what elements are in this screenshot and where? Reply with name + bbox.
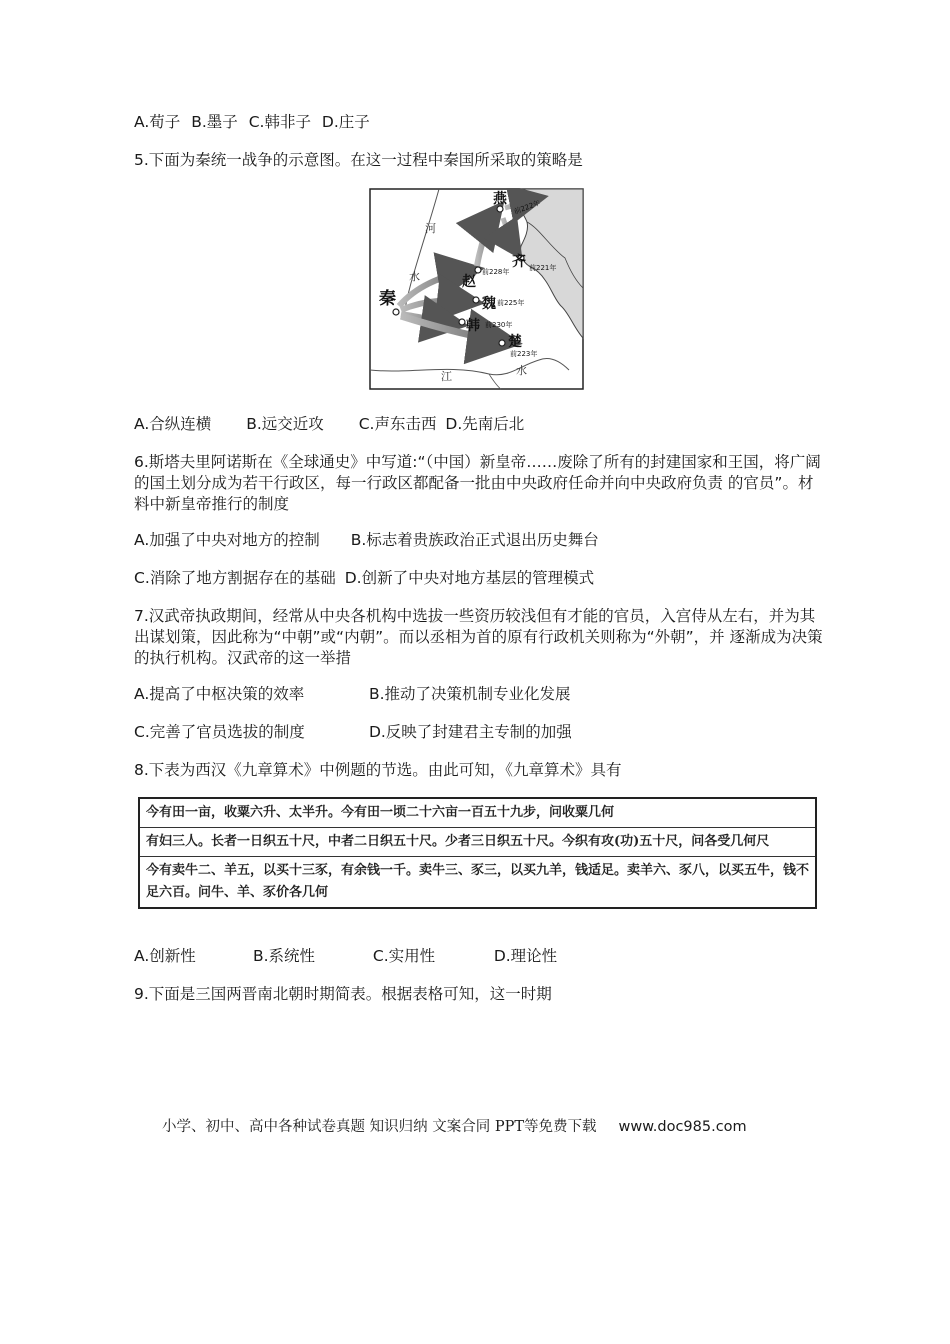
state-label-zhao: 赵 (462, 274, 476, 290)
q7-option-a: A.提高了中枢决策的效率 (134, 685, 305, 703)
city-chu-marker (499, 340, 505, 346)
q6-option-a: A.加强了中央对地方的控制 (134, 531, 320, 549)
q4-option-c: C.韩非子 (248, 113, 311, 131)
math-examples-table (138, 797, 817, 909)
table-cell: 有妇三人。长者一日织五十尺，中者二日织五十尺。少者三日织五十尺。今织有攻(功)五十尺，问各受几何尺 (139, 828, 816, 857)
q6-options-row1 (134, 530, 599, 551)
q4-option-a: A.荀子 (134, 113, 181, 131)
q7-option-d: D.反映了封建君主专制的加强 (368, 723, 572, 741)
state-label-han: 韩 (466, 318, 480, 334)
q6-options-row2 (134, 568, 594, 589)
q7-stem: 7.汉武帝执政期间，经常从中央各机构中选拔一些资历较浅但有才能的官员，入宫侍从左右，并为其出谋划策，因此称为“中朝”或“内朝”。而以丞相为首的原有行政机关则称为“外朝”，并 逐渐成为决策的执行机构。汉武帝的这一举措 (134, 607, 823, 667)
q7-options-row2 (134, 722, 572, 743)
q4-option-d: D.庄子 (321, 113, 370, 131)
q5-option-b: B.远交近攻 (246, 415, 324, 433)
river-label-shui2: 水 (516, 364, 527, 377)
state-label-chu: 楚 (508, 334, 522, 350)
q8-options (134, 946, 557, 967)
city-qin-marker (393, 309, 399, 315)
date-label-wei: 前225年 (497, 299, 525, 307)
city-han-marker (459, 319, 465, 325)
q5-options (134, 414, 524, 435)
table-row (139, 857, 816, 909)
q8-option-c: C.实用性 (372, 947, 436, 965)
q7-option-c: C.完善了官员选拔的制度 (134, 723, 305, 741)
date-label-yan: 前222年 (512, 198, 542, 216)
table-cell: 今有田一亩，收粟六升、太半升。今有田一顷二十六亩一百五十九步，问收粟几何 (139, 798, 816, 828)
q6-option-c: C.消除了地方割据存在的基础 (134, 569, 336, 587)
state-label-qi: 齐 (512, 254, 526, 270)
q8-option-b: B.系统性 (252, 947, 315, 965)
q8-stem: 8.下表为西汉《九章算术》中例题的节选。由此可知，《九章算术》具有 (134, 761, 622, 779)
table-row (139, 828, 816, 857)
q4-options (134, 112, 370, 133)
q5-option-c: C.声东击西 (358, 415, 437, 433)
q8-option-d: D.理论性 (493, 947, 558, 965)
date-label-han: 前230年 (485, 321, 513, 329)
city-zhao-marker (475, 267, 481, 273)
page-footer (162, 1115, 747, 1136)
q6-option-b: B.标志着贵族政治正式退出历史舞台 (350, 531, 599, 549)
footer-text: 小学、初中、高中各种试卷真题 知识归纳 文案合同 PPT等免费下载 (162, 1119, 597, 1135)
river-label-shui1: 水 (409, 270, 420, 283)
q7-options-row1 (134, 684, 571, 705)
q6-stem: 6.斯塔夫里阿诺斯在《全球通史》中写道:“（中国）新皇帝……废除了所有的封建国家和王国，将广阔的国土划分成为若干行政区，每一行政区都配备一批由中央政府任命并向中央政府负责 的官员”。材料中新皇帝推行的制度 (134, 453, 821, 513)
q8-option-a: A.创新性 (134, 947, 196, 965)
q5-option-d: D.先南后北 (445, 415, 525, 433)
q6-option-d: D.创新了中央对地方基层的管理模式 (344, 569, 595, 587)
state-label-wei: 魏 (482, 296, 496, 312)
table-cell: 今有卖牛二、羊五，以买十三豕，有余钱一千。卖牛三、豕三，以买九羊，钱适足。卖羊六、豕八，以买五牛，钱不足六百。问牛、羊、豕价各几何 (139, 857, 816, 909)
date-label-qi: 前221年 (529, 264, 557, 272)
q7-option-b: B.推动了决策机制专业化发展 (368, 685, 571, 703)
city-wei-marker (473, 297, 479, 303)
table-row (139, 798, 816, 828)
date-label-chu: 前223年 (510, 350, 538, 358)
q5-option-a: A.合纵连横 (134, 415, 212, 433)
state-label-yan: 燕 (493, 191, 507, 207)
river-label-jiang: 江 (441, 370, 452, 383)
river-label-he: 河 (425, 222, 436, 235)
date-label-zhao: 前228年 (482, 268, 510, 276)
footer-url[interactable]: www.doc985.com (618, 1119, 747, 1135)
state-label-qin: 秦 (379, 289, 396, 309)
q9-stem: 9.下面是三国两晋南北朝时期简表。根据表格可知，这一时期 (134, 985, 552, 1003)
qin-unification-map (369, 188, 584, 390)
q4-option-b: B.墨子 (191, 113, 238, 131)
q5-stem: 5.下面为秦统一战争的示意图。在这一过程中秦国所采取的策略是 (134, 151, 583, 169)
